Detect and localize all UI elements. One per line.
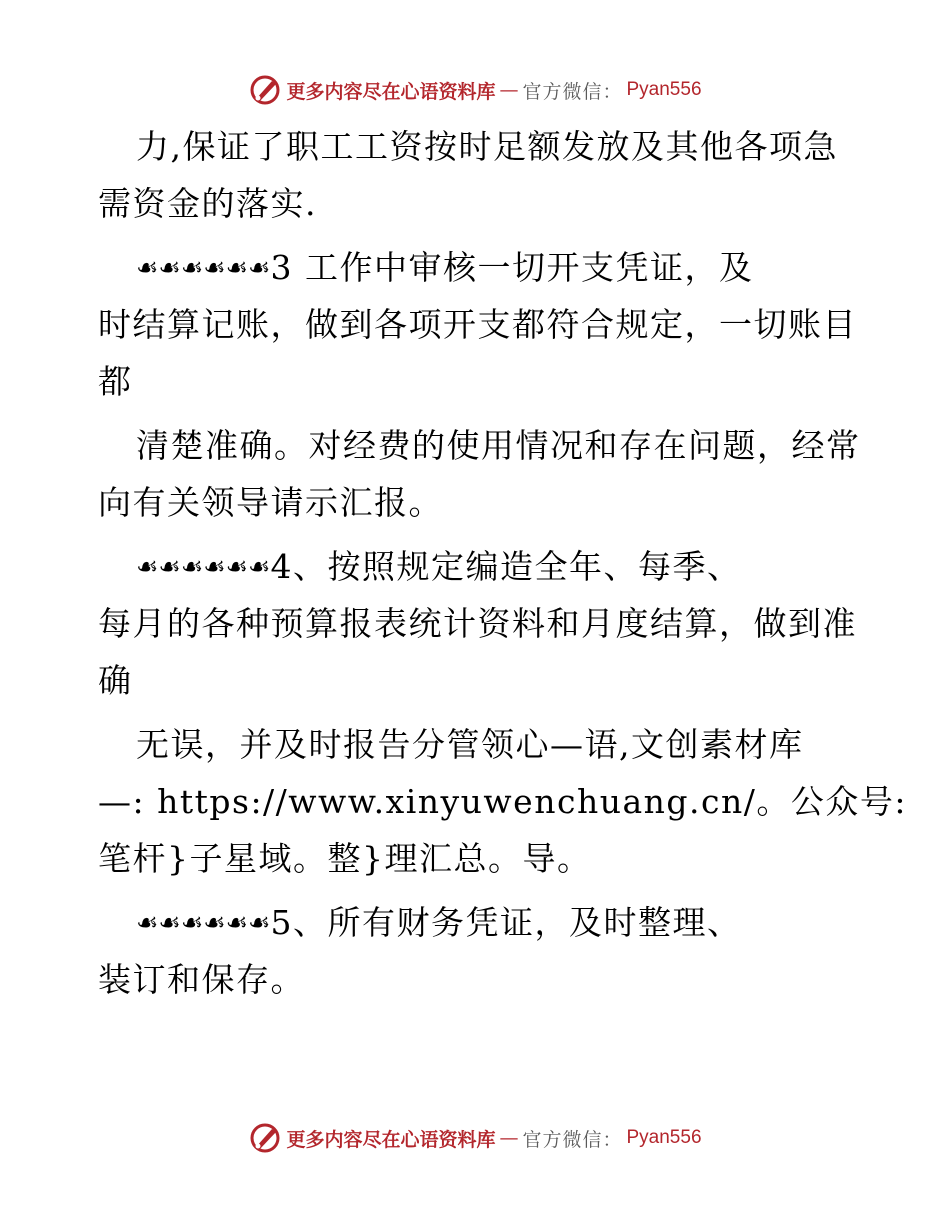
header-wechat-id: Pyan556	[626, 79, 702, 100]
pen-logo-icon	[248, 1121, 282, 1155]
text-line: 笔杆}子星域。整}理汇总。导。	[98, 839, 592, 878]
ornament-icon: ☙☙☙☙☙☙	[136, 908, 271, 937]
text-line: 都	[98, 362, 133, 401]
paragraph-5	[98, 716, 907, 887]
text-line: 每月的各种预算报表统计资料和月度结算，做到准	[98, 604, 857, 643]
text-line: 时结算记账，做到各项开支都符合规定，一切账目	[98, 305, 857, 344]
pen-logo-icon	[248, 73, 282, 107]
text-line	[98, 894, 858, 951]
header-wechat-label: 官方微信：	[522, 80, 623, 103]
text-line: —: https://www.xinyuwenchuang.cn/。公众号:	[98, 782, 907, 821]
text-line: 向有关领导请示汇报。	[98, 483, 443, 522]
text-span: 3 工作中审核一切开支凭证，及	[270, 248, 754, 287]
paragraph-2	[98, 239, 858, 410]
document-body	[98, 118, 907, 1008]
header-watermark	[248, 73, 701, 107]
paragraph-1	[98, 118, 858, 232]
text-line: 无误，并及时报告分管领心—语,文创素材库	[136, 725, 804, 764]
text-line: 需资金的落实.	[98, 184, 317, 223]
footer-watermark	[248, 1121, 701, 1155]
footer-wechat-label: 官方微信：	[522, 1128, 623, 1151]
paragraph-4	[98, 538, 858, 709]
paragraph-3	[98, 417, 861, 531]
footer-dash: —	[499, 1127, 519, 1149]
ornament-icon: ☙☙☙☙☙☙	[136, 552, 271, 581]
text-line	[98, 239, 858, 296]
text-line: 清楚准确。对经费的使用情况和存在问题，经常	[136, 426, 861, 465]
footer-brand: 更多内容尽在心语资料库	[286, 1128, 496, 1151]
header-brand: 更多内容尽在心语资料库	[286, 80, 496, 103]
header-dash: —	[499, 79, 519, 101]
footer-wechat-id: Pyan556	[626, 1127, 702, 1148]
page-header	[0, 70, 950, 110]
text-span: 5、所有财务凭证，及时整理、	[270, 903, 742, 942]
text-line: 力,保证了职工工资按时足额发放及其他各项急	[136, 127, 838, 166]
text-line: 确	[98, 661, 133, 700]
paragraph-6	[98, 894, 858, 1008]
text-line	[98, 538, 858, 595]
text-line: 装订和保存。	[98, 960, 305, 999]
ornament-icon: ☙☙☙☙☙☙	[136, 253, 271, 282]
text-span: 4、按照规定编造全年、每季、	[270, 547, 742, 586]
page-footer	[0, 1118, 950, 1158]
